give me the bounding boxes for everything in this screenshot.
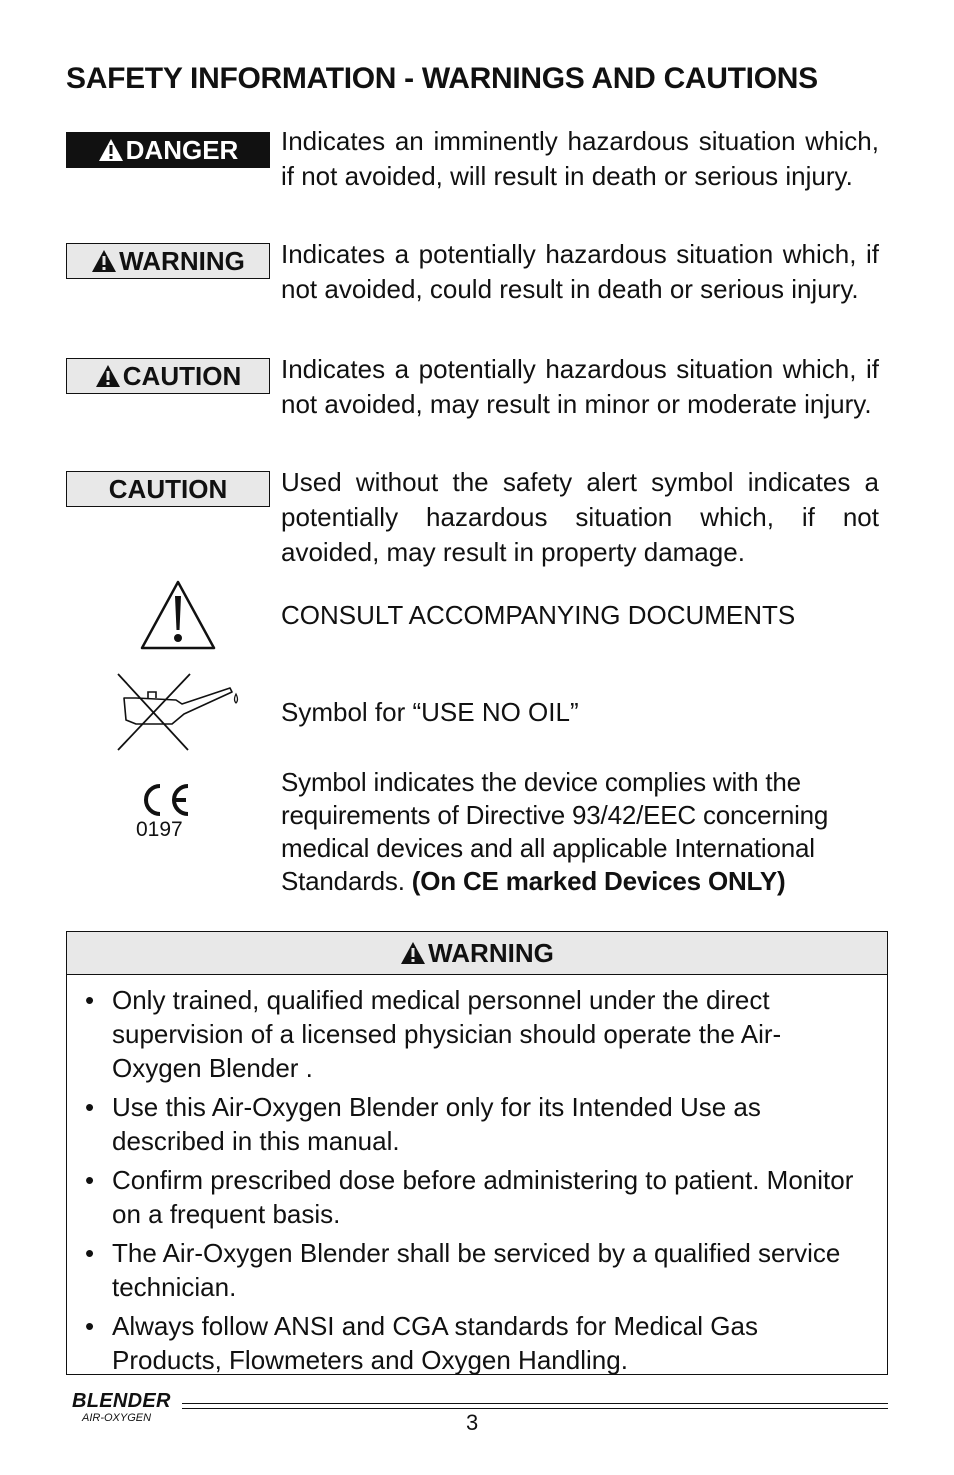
caution-label-text: CAUTION (108, 473, 228, 504)
bullet-icon: • (85, 1092, 95, 1122)
list-item (67, 1236, 887, 1304)
list-item (67, 1309, 887, 1377)
caution-alert-label (66, 358, 270, 394)
danger-description: Indicates an imminently hazardous situation which, if not avoided, will result in death or serious injury. (281, 126, 879, 191)
list-item-text: Always follow ANSI and CGA standards for Medical Gas Products, Flowmeters and Oxygen Handling. (112, 1311, 758, 1375)
warning-box (66, 931, 888, 1375)
danger-label-text: DANGER (125, 134, 239, 165)
alert-triangle-icon (95, 364, 121, 388)
warning-list (67, 975, 887, 1377)
bullet-icon: • (85, 1165, 95, 1195)
list-item-text: Confirm prescribed dose before administering to patient. Monitor on a frequent basis. (112, 1165, 854, 1229)
alert-triangle-icon (400, 941, 426, 965)
alert-triangle-icon (91, 249, 117, 273)
no-oil-icon (112, 670, 242, 754)
caution-alert-label-text: CAUTION (122, 360, 242, 391)
ce-number: 0197 (136, 818, 183, 841)
definition-warning (66, 237, 888, 347)
footer-subbrand: AIR-OXYGEN (82, 1412, 152, 1424)
warning-box-heading: WARNING (428, 937, 554, 968)
list-item (67, 1090, 887, 1158)
page-number: 3 (466, 1410, 479, 1435)
ce-text: Symbol indicates the device complies with the requirements of Directive 93/42/EEC concerning medical devices and all applicable International Standards. (281, 767, 829, 896)
warning-description: Indicates a potentially hazardous situation which, if not avoided, could result in death or serious injury. (281, 239, 879, 304)
warning-label (66, 243, 270, 279)
definition-caution (66, 465, 888, 575)
list-item-text: Use this Air-Oxygen Blender only for its Intended Use as described in this manual. (112, 1092, 761, 1156)
list-item-text: The Air-Oxygen Blender shall be serviced by a qualified service technician. (112, 1238, 841, 1302)
list-item (67, 1163, 887, 1231)
alert-triangle-icon (98, 138, 124, 162)
page-title: SAFETY INFORMATION - WARNINGS AND CAUTIONS (66, 62, 818, 95)
ce-description (281, 766, 891, 898)
bullet-icon: • (85, 985, 95, 1015)
list-item-text: Only trained, qualified medical personnel under the direct supervision of a licensed physician should operate the Air-Oxygen Blender . (112, 985, 782, 1083)
warning-box-header (67, 932, 887, 975)
ce-mark-icon (134, 782, 194, 818)
ce-bold-note: (On CE marked Devices ONLY) (411, 866, 786, 896)
warning-label-text: WARNING (119, 245, 245, 276)
consult-documents-text: CONSULT ACCOMPANYING DOCUMENTS (281, 600, 796, 630)
caution-label (66, 471, 270, 507)
consult-documents-icon (138, 578, 218, 652)
footer-brand: BLENDER (72, 1390, 171, 1412)
list-item (67, 983, 887, 1085)
caution-description: Used without the safety alert symbol indicates a potentially hazardous situation which, if not avoided, may result in property damage. (281, 467, 879, 567)
footer-rule (182, 1403, 888, 1409)
bullet-icon: • (85, 1311, 95, 1341)
danger-label (66, 132, 270, 168)
definition-caution-alert (66, 352, 888, 462)
definition-danger (66, 124, 888, 234)
bullet-icon: • (85, 1238, 95, 1268)
no-oil-text: Symbol for “USE NO OIL” (281, 697, 579, 727)
caution-alert-description: Indicates a potentially hazardous situation which, if not avoided, may result in minor or moderate injury. (281, 354, 879, 419)
